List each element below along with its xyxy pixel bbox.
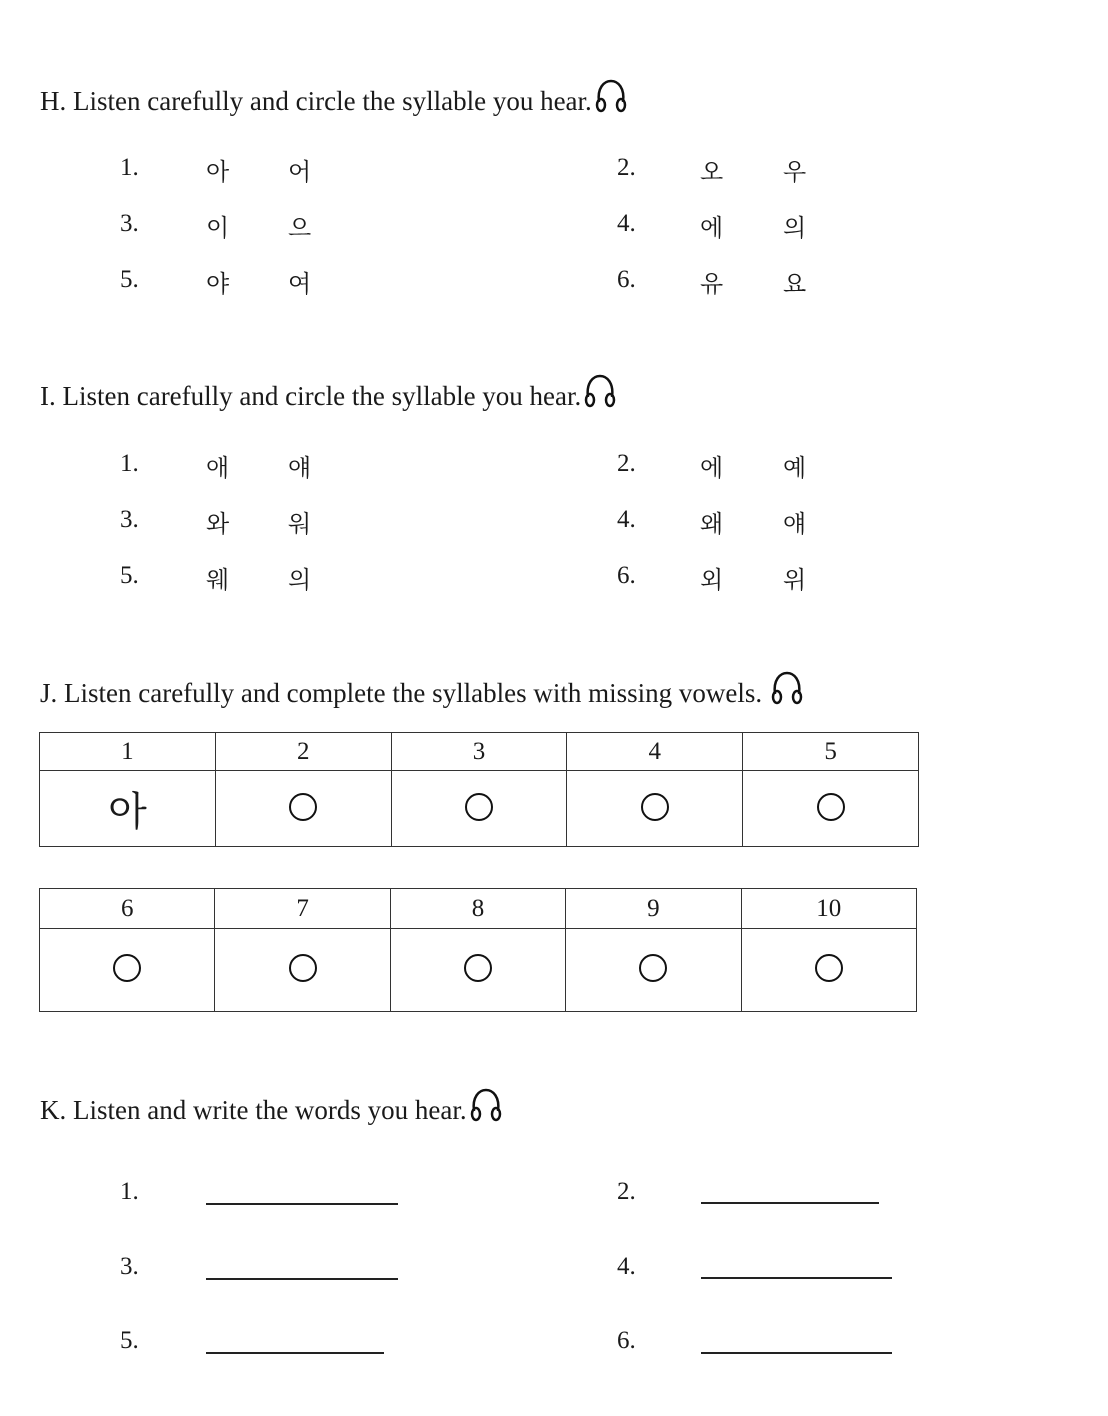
syllable-option[interactable]: 야	[206, 270, 230, 298]
section-k-heading	[40, 1087, 503, 1130]
circle-consonant-icon	[464, 954, 492, 982]
syllable-option[interactable]: 워	[288, 510, 312, 538]
column-header: 8	[390, 889, 565, 929]
headphones-icon	[594, 78, 628, 121]
answer-cell[interactable]	[215, 929, 390, 1012]
answer-cell[interactable]	[743, 771, 919, 847]
syllable-option[interactable]: 에	[700, 214, 724, 242]
syllable-option[interactable]: 애	[206, 454, 230, 482]
syllable-option[interactable]: 얘	[288, 454, 312, 482]
item-number: 4.	[617, 506, 636, 533]
syllable-option[interactable]: 유	[700, 270, 724, 298]
syllable-option[interactable]: 의	[783, 214, 807, 242]
syllable-option[interactable]: 웨	[206, 566, 230, 594]
example-syllable: 아	[108, 789, 147, 835]
column-header: 2	[215, 733, 391, 771]
syllable-option[interactable]: 요	[783, 270, 807, 298]
answer-blank[interactable]	[206, 1278, 398, 1280]
syllable-option[interactable]: 외	[700, 566, 724, 594]
column-header: 6	[40, 889, 215, 929]
section-j-heading	[40, 670, 804, 713]
item-number: 5.	[120, 562, 139, 589]
syllable-option[interactable]: 위	[783, 566, 807, 594]
syllable-option[interactable]: 이	[206, 214, 230, 242]
syllable-option[interactable]: 우	[783, 158, 807, 186]
syllable-option[interactable]: 와	[206, 510, 230, 538]
circle-consonant-icon	[639, 954, 667, 982]
syllable-option[interactable]: 여	[288, 270, 312, 298]
answer-blank[interactable]	[701, 1352, 892, 1354]
column-header: 4	[567, 733, 743, 771]
column-header: 7	[215, 889, 390, 929]
item-number: 2.	[617, 1178, 636, 1205]
section-h-heading	[40, 78, 628, 121]
item-number: 4.	[617, 210, 636, 237]
answer-blank[interactable]	[701, 1277, 892, 1279]
item-number: 6.	[617, 1327, 636, 1354]
answer-cell-example	[40, 771, 216, 847]
section-j-title: J. Listen carefully and complete the syllables with missing vowels.	[40, 678, 763, 708]
item-number: 1.	[120, 450, 139, 477]
syllable-option[interactable]: 오	[700, 158, 724, 186]
section-k-title: K. Listen and write the words you hear.	[40, 1095, 467, 1125]
syllable-option[interactable]: 에	[700, 454, 724, 482]
answer-blank[interactable]	[701, 1202, 879, 1204]
circle-consonant-icon	[641, 793, 669, 821]
column-header: 5	[743, 733, 919, 771]
circle-consonant-icon	[289, 793, 317, 821]
syllable-option[interactable]: 아	[206, 158, 230, 186]
column-header: 10	[741, 889, 916, 929]
item-number: 1.	[120, 154, 139, 181]
vowel-table-1	[39, 732, 919, 847]
item-number: 6.	[617, 266, 636, 293]
section-h-title: H. Listen carefully and circle the syllable you hear.	[40, 86, 592, 116]
headphones-icon	[583, 373, 617, 416]
column-header: 9	[566, 889, 741, 929]
headphones-icon	[469, 1087, 503, 1130]
item-number: 6.	[617, 562, 636, 589]
item-number: 3.	[120, 506, 139, 533]
item-number: 3.	[120, 1253, 139, 1280]
syllable-option[interactable]: 의	[288, 566, 312, 594]
circle-consonant-icon	[465, 793, 493, 821]
section-i-title: I. Listen carefully and circle the syllable you hear.	[40, 381, 582, 411]
item-number: 2.	[617, 154, 636, 181]
item-number: 4.	[617, 1253, 636, 1280]
syllable-option[interactable]: 예	[783, 454, 807, 482]
vowel-table-2	[39, 888, 917, 1012]
item-number: 5.	[120, 266, 139, 293]
syllable-option[interactable]: 얘	[783, 510, 807, 538]
column-header: 3	[391, 733, 567, 771]
answer-cell[interactable]	[741, 929, 916, 1012]
circle-consonant-icon	[815, 954, 843, 982]
column-header: 1	[40, 733, 216, 771]
answer-cell[interactable]	[40, 929, 215, 1012]
circle-consonant-icon	[289, 954, 317, 982]
item-number: 1.	[120, 1178, 139, 1205]
answer-blank[interactable]	[206, 1352, 384, 1354]
syllable-option[interactable]: 으	[288, 214, 312, 242]
item-number: 2.	[617, 450, 636, 477]
item-number: 3.	[120, 210, 139, 237]
circle-consonant-icon	[113, 954, 141, 982]
answer-cell[interactable]	[390, 929, 565, 1012]
item-number: 5.	[120, 1327, 139, 1354]
answer-cell[interactable]	[215, 771, 391, 847]
headphones-icon	[770, 670, 804, 713]
answer-cell[interactable]	[567, 771, 743, 847]
answer-cell[interactable]	[391, 771, 567, 847]
section-i-heading	[40, 373, 617, 416]
answer-cell[interactable]	[566, 929, 741, 1012]
syllable-option[interactable]: 어	[288, 158, 312, 186]
circle-consonant-icon	[817, 793, 845, 821]
answer-blank[interactable]	[206, 1203, 398, 1205]
syllable-option[interactable]: 왜	[700, 510, 724, 538]
